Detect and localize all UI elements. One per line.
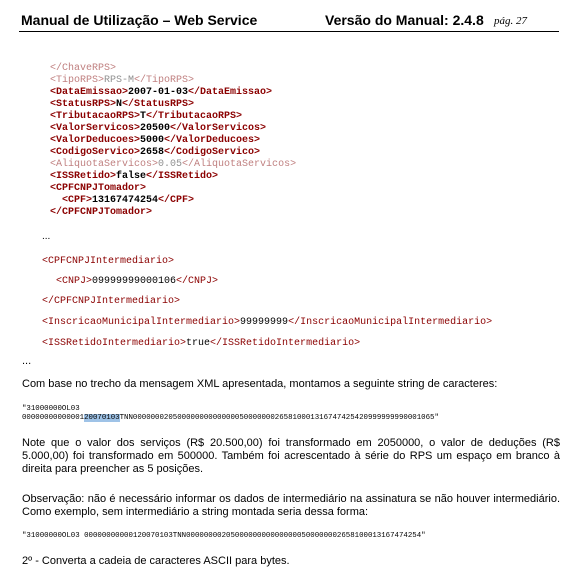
xml-line (62, 195, 194, 207)
xml-line (50, 87, 272, 99)
xml-tag: <TipoRPS> (50, 75, 105, 86)
xml-tag: </ISSRetido> (146, 171, 219, 182)
xml-value: 09999999000106 (92, 276, 177, 287)
xml-tag: </TributacaoRPS> (146, 111, 243, 122)
xml-line (50, 147, 260, 159)
signature-string-line: "31000000OL03 (22, 405, 80, 413)
signature-string: "31000000OL03 00000000000120070103TNN00000000205000000000000000500000002658100013167474254" (22, 532, 426, 540)
xml-tag: </TipoRPS> (134, 75, 195, 86)
signature-string-line (22, 414, 439, 423)
xml-line (50, 135, 260, 147)
xml-line (42, 317, 492, 329)
xml-line (50, 123, 266, 135)
xml-value: N (116, 99, 123, 110)
xml-tag: </CPF> (158, 195, 195, 206)
xml-tag: <AliquotaServicos> (50, 159, 159, 170)
xml-tag: </ValorDeducoes> (164, 135, 261, 146)
xml-line (56, 276, 218, 288)
xml-tag: <CPFCNPJTomador> (50, 183, 147, 194)
xml-value: 2007-01-03 (128, 87, 189, 98)
xml-tag: <TributacaoRPS> (50, 111, 141, 122)
xml-line (50, 171, 218, 183)
xml-tag: </ISSRetidoIntermediario> (210, 338, 361, 349)
xml-value: 2658 (140, 147, 165, 158)
xml-line (50, 75, 194, 87)
manual-version: Versão do Manual: 2.4.8 (325, 12, 484, 28)
paragraph: Note que o valor dos serviços (R$ 20.500,00) foi transformado em 2050000, o valor de deduções (R$ 5.000,00) foi transformado em 500000. Também foi acrescentado à série do RPS um espaço em branco à direita para preencher as 5 posições. (22, 437, 560, 475)
xml-value: 99999999 (240, 317, 289, 328)
xml-line (50, 111, 242, 123)
xml-line (42, 296, 180, 308)
xml-value: 13167474254 (92, 195, 159, 206)
xml-line (50, 207, 152, 219)
step-heading: 2º - Converta a cadeia de caracteres ASCII para bytes. (22, 555, 290, 567)
xml-line (50, 63, 116, 75)
xml-tag: <CNPJ> (56, 276, 93, 287)
xml-tag: <InscricaoMunicipalIntermediario> (42, 317, 241, 328)
xml-line (50, 99, 194, 111)
xml-tag: </StatusRPS> (122, 99, 195, 110)
header-divider (19, 31, 559, 32)
xml-tag: <CPF> (62, 195, 93, 206)
ellipsis: ... (42, 231, 51, 242)
xml-tag: <ValorServicos> (50, 123, 141, 134)
highlighted-date: 20070103 (84, 414, 120, 422)
xml-value: 20500 (140, 123, 171, 134)
page-number: pág. 27 (494, 15, 527, 27)
xml-value: 0.05 (158, 159, 183, 170)
xml-tag: </InscricaoMunicipalIntermediario> (288, 317, 493, 328)
xml-tag: </AliquotaServicos> (182, 159, 297, 170)
xml-tag: </ChaveRPS> (50, 63, 117, 74)
manual-title: Manual de Utilização – Web Service (21, 12, 258, 28)
xml-value: true (186, 338, 211, 349)
xml-tag: </ValorServicos> (170, 123, 267, 134)
xml-line (50, 183, 146, 195)
xml-line (42, 338, 360, 350)
paragraph: Observação: não é necessário informar os dados de intermediário na assinatura se não houver intermediário. Como exemplo, sem intermediário a string montada seria dessa forma: (22, 493, 560, 518)
xml-tag: <DataEmissao> (50, 87, 129, 98)
xml-tag: <CPFCNPJIntermediario> (42, 256, 175, 267)
xml-line (42, 256, 174, 268)
xml-tag: </CodigoServico> (164, 147, 261, 158)
xml-value: RPS-M (104, 75, 135, 86)
xml-value: T (140, 111, 147, 122)
string-segment: 00000000000001 (22, 414, 85, 422)
paragraph: Com base no trecho da mensagem XML apresentada, montamos a seguinte string de caracteres: (22, 378, 498, 390)
xml-tag: </CNPJ> (176, 276, 219, 287)
xml-line (50, 159, 296, 171)
xml-value: 5000 (140, 135, 165, 146)
xml-tag: <CodigoServico> (50, 147, 141, 158)
string-segment: TNN00000002050000000000000050000000265810001316747425420999999990001065" (119, 414, 439, 422)
xml-value: false (116, 171, 147, 182)
xml-tag: </DataEmissao> (188, 87, 273, 98)
xml-tag: <StatusRPS> (50, 99, 117, 110)
page-header (0, 0, 578, 38)
xml-tag: </CPFCNPJIntermediario> (42, 296, 181, 307)
xml-tag: </CPFCNPJTomador> (50, 207, 153, 218)
xml-tag: <ISSRetido> (50, 171, 117, 182)
ellipsis: ... (22, 355, 32, 367)
xml-tag: <ValorDeducoes> (50, 135, 141, 146)
xml-tag: <ISSRetidoIntermediario> (42, 338, 187, 349)
